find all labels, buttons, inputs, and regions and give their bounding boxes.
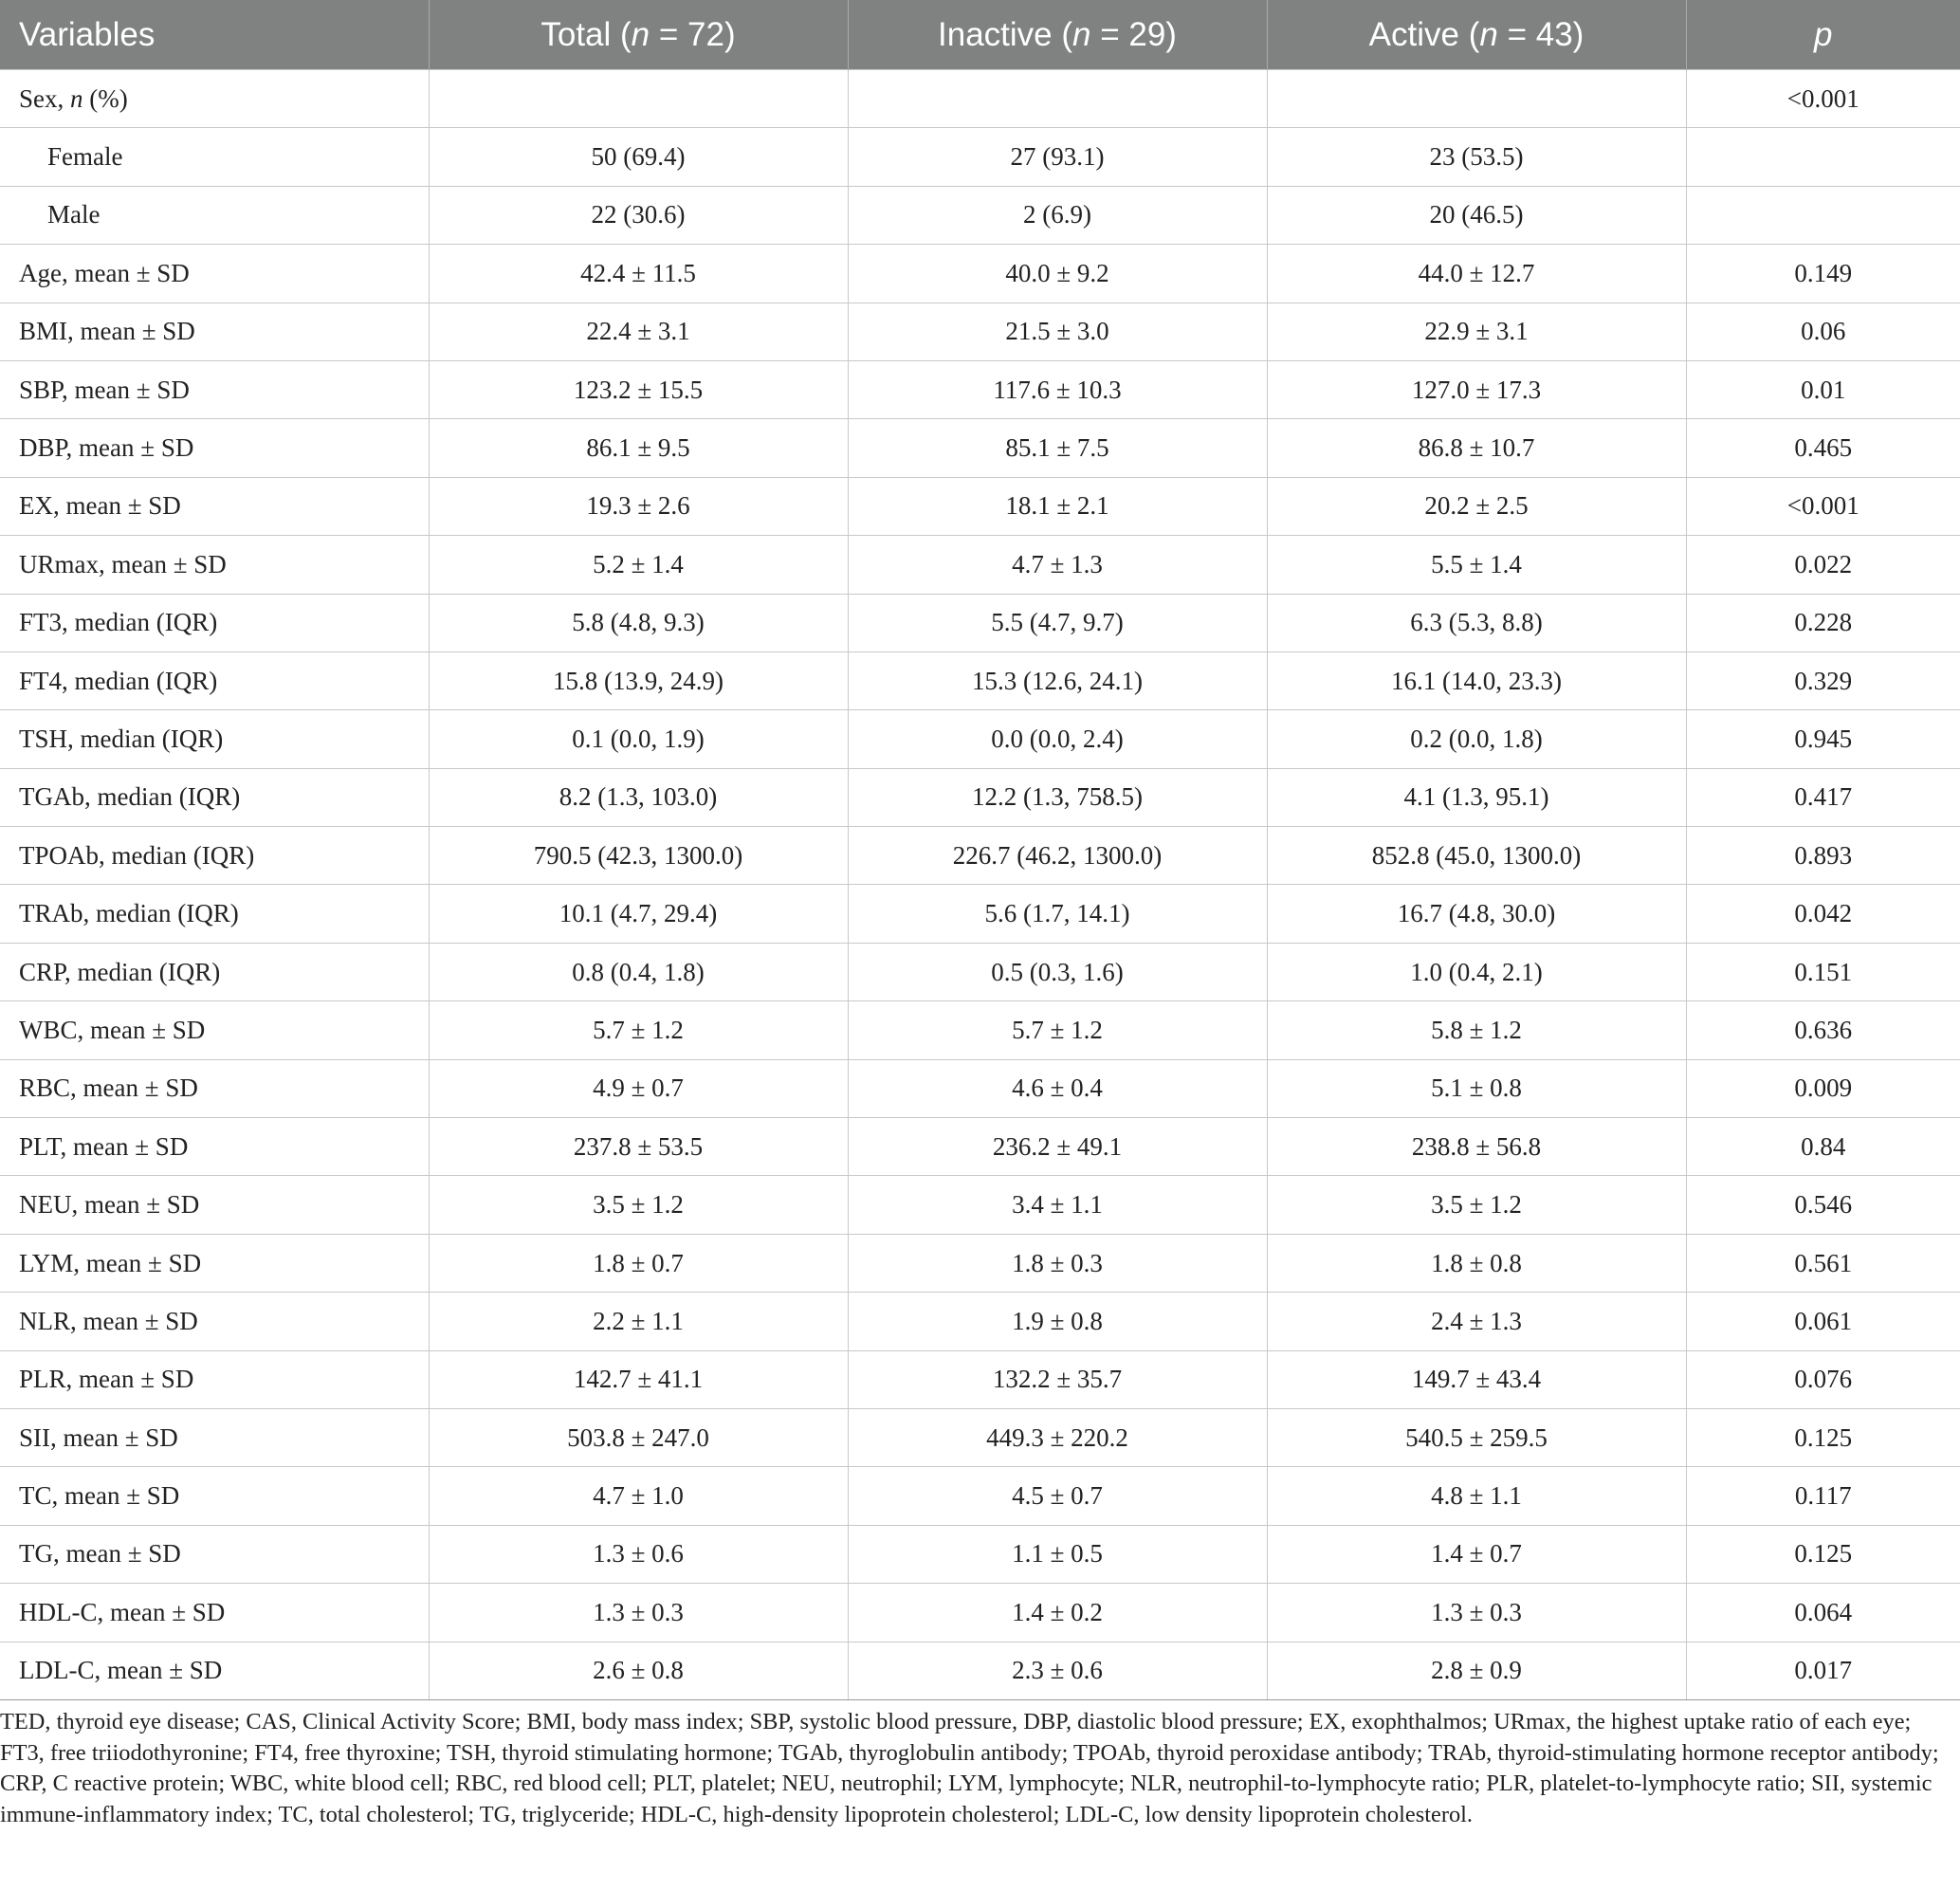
cell-active: 540.5 ± 259.5 xyxy=(1267,1408,1686,1466)
cell-active: 238.8 ± 56.8 xyxy=(1267,1118,1686,1176)
cell-p: 0.009 xyxy=(1686,1059,1960,1117)
cell-inactive: 0.5 (0.3, 1.6) xyxy=(848,943,1267,1000)
row-label: Female xyxy=(0,128,429,186)
cell-inactive: 4.6 ± 0.4 xyxy=(848,1059,1267,1117)
cell-inactive: 4.5 ± 0.7 xyxy=(848,1467,1267,1525)
cell-inactive: 18.1 ± 2.1 xyxy=(848,477,1267,535)
cell-inactive: 132.2 ± 35.7 xyxy=(848,1350,1267,1408)
cell-p: 0.151 xyxy=(1686,943,1960,1000)
cell-active: 16.1 (14.0, 23.3) xyxy=(1267,651,1686,709)
cell-inactive: 40.0 ± 9.2 xyxy=(848,245,1267,303)
row-label: PLR, mean ± SD xyxy=(0,1350,429,1408)
table-row xyxy=(0,1234,1960,1292)
cell-active: 2.8 ± 0.9 xyxy=(1267,1642,1686,1699)
table-row xyxy=(0,651,1960,709)
row-label: SBP, mean ± SD xyxy=(0,360,429,418)
cell-total: 86.1 ± 9.5 xyxy=(429,419,848,477)
cell-p: 0.945 xyxy=(1686,710,1960,768)
cell-p: 0.893 xyxy=(1686,827,1960,885)
table-row xyxy=(0,128,1960,186)
cell-total: 142.7 ± 41.1 xyxy=(429,1350,848,1408)
cell-active: 0.2 (0.0, 1.8) xyxy=(1267,710,1686,768)
cell-p: 0.561 xyxy=(1686,1234,1960,1292)
cell-total: 237.8 ± 53.5 xyxy=(429,1118,848,1176)
row-label: TRAb, median (IQR) xyxy=(0,885,429,943)
cell-inactive: 2.3 ± 0.6 xyxy=(848,1642,1267,1699)
header-inactive-label: Inactive ( xyxy=(938,15,1073,53)
cell-active: 20.2 ± 2.5 xyxy=(1267,477,1686,535)
row-label: NEU, mean ± SD xyxy=(0,1176,429,1234)
cell-active: 23 (53.5) xyxy=(1267,128,1686,186)
table-row xyxy=(0,1001,1960,1059)
cell-active: 86.8 ± 10.7 xyxy=(1267,419,1686,477)
cell-inactive: 15.3 (12.6, 24.1) xyxy=(848,651,1267,709)
cell-inactive: 2 (6.9) xyxy=(848,186,1267,244)
cell-total: 4.7 ± 1.0 xyxy=(429,1467,848,1525)
header-inactive-count: = 29) xyxy=(1090,15,1177,53)
header-row xyxy=(0,0,1960,70)
cell-inactive: 3.4 ± 1.1 xyxy=(848,1176,1267,1234)
table-row xyxy=(0,1059,1960,1117)
cell-active: 5.1 ± 0.8 xyxy=(1267,1059,1686,1117)
cell-inactive: 1.8 ± 0.3 xyxy=(848,1234,1267,1292)
cell-inactive: 5.5 (4.7, 9.7) xyxy=(848,594,1267,651)
cell-active: 4.1 (1.3, 95.1) xyxy=(1267,768,1686,826)
row-label: TSH, median (IQR) xyxy=(0,710,429,768)
cell-inactive: 21.5 ± 3.0 xyxy=(848,303,1267,360)
cell-total: 1.3 ± 0.3 xyxy=(429,1584,848,1642)
cell-total: 4.9 ± 0.7 xyxy=(429,1059,848,1117)
cell-p: 0.125 xyxy=(1686,1408,1960,1466)
cell-total: 123.2 ± 15.5 xyxy=(429,360,848,418)
cell-total: 0.1 (0.0, 1.9) xyxy=(429,710,848,768)
cell-total: 0.8 (0.4, 1.8) xyxy=(429,943,848,1000)
row-label: Male xyxy=(0,186,429,244)
cell-total: 2.6 ± 0.8 xyxy=(429,1642,848,1699)
cell-p: 0.125 xyxy=(1686,1525,1960,1583)
cell-active: 16.7 (4.8, 30.0) xyxy=(1267,885,1686,943)
cell-total: 1.3 ± 0.6 xyxy=(429,1525,848,1583)
cell-p xyxy=(1686,128,1960,186)
cell-active: 6.3 (5.3, 8.8) xyxy=(1267,594,1686,651)
row-label: BMI, mean ± SD xyxy=(0,303,429,360)
cell-p: 0.01 xyxy=(1686,360,1960,418)
row-label xyxy=(0,70,429,128)
row-label: Age, mean ± SD xyxy=(0,245,429,303)
cell-p: 0.149 xyxy=(1686,245,1960,303)
cell-total xyxy=(429,70,848,128)
cell-p: 0.022 xyxy=(1686,536,1960,594)
cell-p: 0.417 xyxy=(1686,768,1960,826)
cell-active: 1.0 (0.4, 2.1) xyxy=(1267,943,1686,1000)
table-row xyxy=(0,1642,1960,1699)
cell-p: 0.228 xyxy=(1686,594,1960,651)
cell-p: 0.636 xyxy=(1686,1001,1960,1059)
row-label: FT4, median (IQR) xyxy=(0,651,429,709)
cell-total: 503.8 ± 247.0 xyxy=(429,1408,848,1466)
header-active-label: Active ( xyxy=(1368,15,1480,53)
table-row xyxy=(0,1118,1960,1176)
cell-total: 5.2 ± 1.4 xyxy=(429,536,848,594)
cell-inactive: 1.1 ± 0.5 xyxy=(848,1525,1267,1583)
header-total xyxy=(429,0,848,70)
table-row xyxy=(0,1467,1960,1525)
cell-inactive: 5.6 (1.7, 14.1) xyxy=(848,885,1267,943)
cell-active: 2.4 ± 1.3 xyxy=(1267,1293,1686,1350)
cell-p: 0.061 xyxy=(1686,1293,1960,1350)
table-row xyxy=(0,594,1960,651)
sex-label-post: (%) xyxy=(82,83,128,113)
table-row xyxy=(0,536,1960,594)
cell-inactive: 1.4 ± 0.2 xyxy=(848,1584,1267,1642)
cell-active: 127.0 ± 17.3 xyxy=(1267,360,1686,418)
row-label: TC, mean ± SD xyxy=(0,1467,429,1525)
cell-inactive: 117.6 ± 10.3 xyxy=(848,360,1267,418)
row-label: RBC, mean ± SD xyxy=(0,1059,429,1117)
cell-p: 0.042 xyxy=(1686,885,1960,943)
table-row xyxy=(0,827,1960,885)
cell-total: 50 (69.4) xyxy=(429,128,848,186)
cell-total: 790.5 (42.3, 1300.0) xyxy=(429,827,848,885)
header-active-n: n xyxy=(1479,15,1498,53)
cell-total: 5.7 ± 1.2 xyxy=(429,1001,848,1059)
row-label: TGAb, median (IQR) xyxy=(0,768,429,826)
cell-active: 149.7 ± 43.4 xyxy=(1267,1350,1686,1408)
cell-total: 42.4 ± 11.5 xyxy=(429,245,848,303)
cell-p: 0.329 xyxy=(1686,651,1960,709)
table-row xyxy=(0,477,1960,535)
table-row xyxy=(0,245,1960,303)
cell-p: <0.001 xyxy=(1686,70,1960,128)
table-row xyxy=(0,1350,1960,1408)
cell-inactive: 4.7 ± 1.3 xyxy=(848,536,1267,594)
table-body xyxy=(0,70,1960,1700)
table-row xyxy=(0,885,1960,943)
row-label: TG, mean ± SD xyxy=(0,1525,429,1583)
row-label: LYM, mean ± SD xyxy=(0,1234,429,1292)
header-inactive-n: n xyxy=(1072,15,1091,53)
cell-p: 0.84 xyxy=(1686,1118,1960,1176)
header-active-count: = 43) xyxy=(1497,15,1584,53)
cell-active: 1.3 ± 0.3 xyxy=(1267,1584,1686,1642)
row-label: URmax, mean ± SD xyxy=(0,536,429,594)
row-label: TPOAb, median (IQR) xyxy=(0,827,429,885)
header-p xyxy=(1686,0,1960,70)
table-row xyxy=(0,360,1960,418)
row-label: WBC, mean ± SD xyxy=(0,1001,429,1059)
table-footnote: TED, thyroid eye disease; CAS, Clinical Activity Score; BMI, body mass index; SBP, systolic blood pressure, DBP, diastolic blood pressure; EX, exophthalmos; URmax, the highest uptake ratio of each eye; FT3, free triiodothyronine; FT4, free thyroxine; TSH, thyroid stimulating hormone; TGAb, thyroglobulin antibody; TPOAb, thyroid peroxidase antibody; TRAb, thyroid-stimulating hormone receptor antibody; CRP, C reactive protein; WBC, white blood cell; RBC, red blood cell; PLT, platelet; NEU, neutrophil; LYM, lymphocyte; NLR, neutrophil-to-lymphocyte ratio; PLR, platelet-to-lymphocyte ratio; SII, systemic immune-inflammatory index; TC, total cholesterol; TG, triglyceride; HDL-C, high-density lipoprotein cholesterol; LDL-C, low density lipoprotein cholesterol. xyxy=(0,1709,1939,1827)
cell-total: 3.5 ± 1.2 xyxy=(429,1176,848,1234)
cell-p: 0.06 xyxy=(1686,303,1960,360)
cell-inactive: 1.9 ± 0.8 xyxy=(848,1293,1267,1350)
cell-active: 44.0 ± 12.7 xyxy=(1267,245,1686,303)
cell-p xyxy=(1686,186,1960,244)
sex-label-n: n xyxy=(70,83,83,113)
row-label: EX, mean ± SD xyxy=(0,477,429,535)
table-row-sex xyxy=(0,70,1960,128)
cell-active: 1.8 ± 0.8 xyxy=(1267,1234,1686,1292)
cell-inactive: 27 (93.1) xyxy=(848,128,1267,186)
table-row xyxy=(0,303,1960,360)
row-label: DBP, mean ± SD xyxy=(0,419,429,477)
row-label: CRP, median (IQR) xyxy=(0,943,429,1000)
cell-active: 5.8 ± 1.2 xyxy=(1267,1001,1686,1059)
table-header xyxy=(0,0,1960,70)
cell-inactive: 85.1 ± 7.5 xyxy=(848,419,1267,477)
cell-inactive: 5.7 ± 1.2 xyxy=(848,1001,1267,1059)
cell-inactive: 0.0 (0.0, 2.4) xyxy=(848,710,1267,768)
cell-active: 20 (46.5) xyxy=(1267,186,1686,244)
header-total-count: = 72) xyxy=(650,15,736,53)
cell-total: 1.8 ± 0.7 xyxy=(429,1234,848,1292)
cell-p: 0.117 xyxy=(1686,1467,1960,1525)
cell-p: 0.465 xyxy=(1686,419,1960,477)
row-label: HDL-C, mean ± SD xyxy=(0,1584,429,1642)
row-label: PLT, mean ± SD xyxy=(0,1118,429,1176)
table-row xyxy=(0,186,1960,244)
table-row xyxy=(0,1176,1960,1234)
cell-total: 2.2 ± 1.1 xyxy=(429,1293,848,1350)
cell-total: 19.3 ± 2.6 xyxy=(429,477,848,535)
header-p-label: p xyxy=(1814,15,1833,53)
header-active xyxy=(1267,0,1686,70)
sex-label-pre: Sex, xyxy=(19,83,70,113)
cell-active: 22.9 ± 3.1 xyxy=(1267,303,1686,360)
header-variables xyxy=(0,0,429,70)
header-variables-label: Variables xyxy=(19,15,156,53)
header-inactive xyxy=(848,0,1267,70)
cell-inactive: 236.2 ± 49.1 xyxy=(848,1118,1267,1176)
table-row xyxy=(0,710,1960,768)
cell-inactive: 226.7 (46.2, 1300.0) xyxy=(848,827,1267,885)
cell-active: 3.5 ± 1.2 xyxy=(1267,1176,1686,1234)
row-label: NLR, mean ± SD xyxy=(0,1293,429,1350)
table-row xyxy=(0,1584,1960,1642)
row-label: FT3, median (IQR) xyxy=(0,594,429,651)
cell-p: <0.001 xyxy=(1686,477,1960,535)
table-row xyxy=(0,1408,1960,1466)
cell-total: 10.1 (4.7, 29.4) xyxy=(429,885,848,943)
cell-active: 4.8 ± 1.1 xyxy=(1267,1467,1686,1525)
table-row xyxy=(0,943,1960,1000)
table-row xyxy=(0,1525,1960,1583)
cell-total: 22.4 ± 3.1 xyxy=(429,303,848,360)
cell-total: 15.8 (13.9, 24.9) xyxy=(429,651,848,709)
cell-p: 0.546 xyxy=(1686,1176,1960,1234)
cell-active: 5.5 ± 1.4 xyxy=(1267,536,1686,594)
cell-inactive: 12.2 (1.3, 758.5) xyxy=(848,768,1267,826)
cell-active: 852.8 (45.0, 1300.0) xyxy=(1267,827,1686,885)
cell-p: 0.076 xyxy=(1686,1350,1960,1408)
cell-active: 1.4 ± 0.7 xyxy=(1267,1525,1686,1583)
header-total-label: Total ( xyxy=(540,15,632,53)
table-row xyxy=(0,768,1960,826)
cell-inactive: 449.3 ± 220.2 xyxy=(848,1408,1267,1466)
row-label: SII, mean ± SD xyxy=(0,1408,429,1466)
cell-p: 0.064 xyxy=(1686,1584,1960,1642)
cell-active xyxy=(1267,70,1686,128)
cell-inactive xyxy=(848,70,1267,128)
row-label: LDL-C, mean ± SD xyxy=(0,1642,429,1699)
cell-total: 5.8 (4.8, 9.3) xyxy=(429,594,848,651)
table-row xyxy=(0,1293,1960,1350)
cell-total: 8.2 (1.3, 103.0) xyxy=(429,768,848,826)
cell-total: 22 (30.6) xyxy=(429,186,848,244)
header-total-n: n xyxy=(631,15,650,53)
table-row xyxy=(0,419,1960,477)
cell-p: 0.017 xyxy=(1686,1642,1960,1699)
